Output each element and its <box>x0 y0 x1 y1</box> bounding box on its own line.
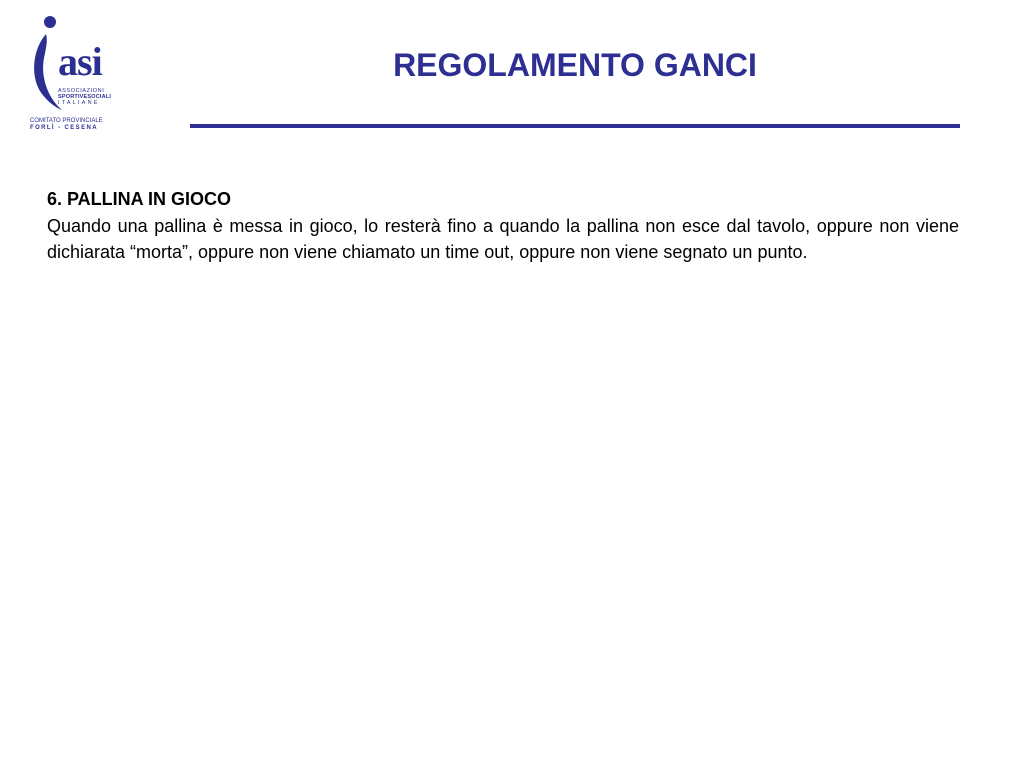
logo-subtitle-line1: ASSOCIAZIONI <box>58 88 105 94</box>
title-divider <box>190 124 960 128</box>
section-heading: 6. PALLINA IN GIOCO <box>47 189 232 209</box>
logo-subtitle-line3: ITALIANE <box>58 100 100 106</box>
section-body: Quando una pallina è messa in gioco, lo resterà fino a quando la pallina non esce dal tavolo, oppure non viene dichiarata “morta”, oppure non viene chiamato un time out, oppure non viene segnato un punto. <box>47 216 959 262</box>
asi-logo <box>28 14 118 136</box>
page-title: REGOLAMENTO GANCI <box>393 47 757 83</box>
rule-section <box>47 186 959 265</box>
logo-wordmark: asi <box>58 39 102 84</box>
logo-committee: COMITATO PROVINCIALE <box>30 118 103 124</box>
logo-city: FORLÌ - CESENA <box>30 125 98 131</box>
logo-subtitle-line2: SPORTIVESOCIALI <box>58 94 112 100</box>
